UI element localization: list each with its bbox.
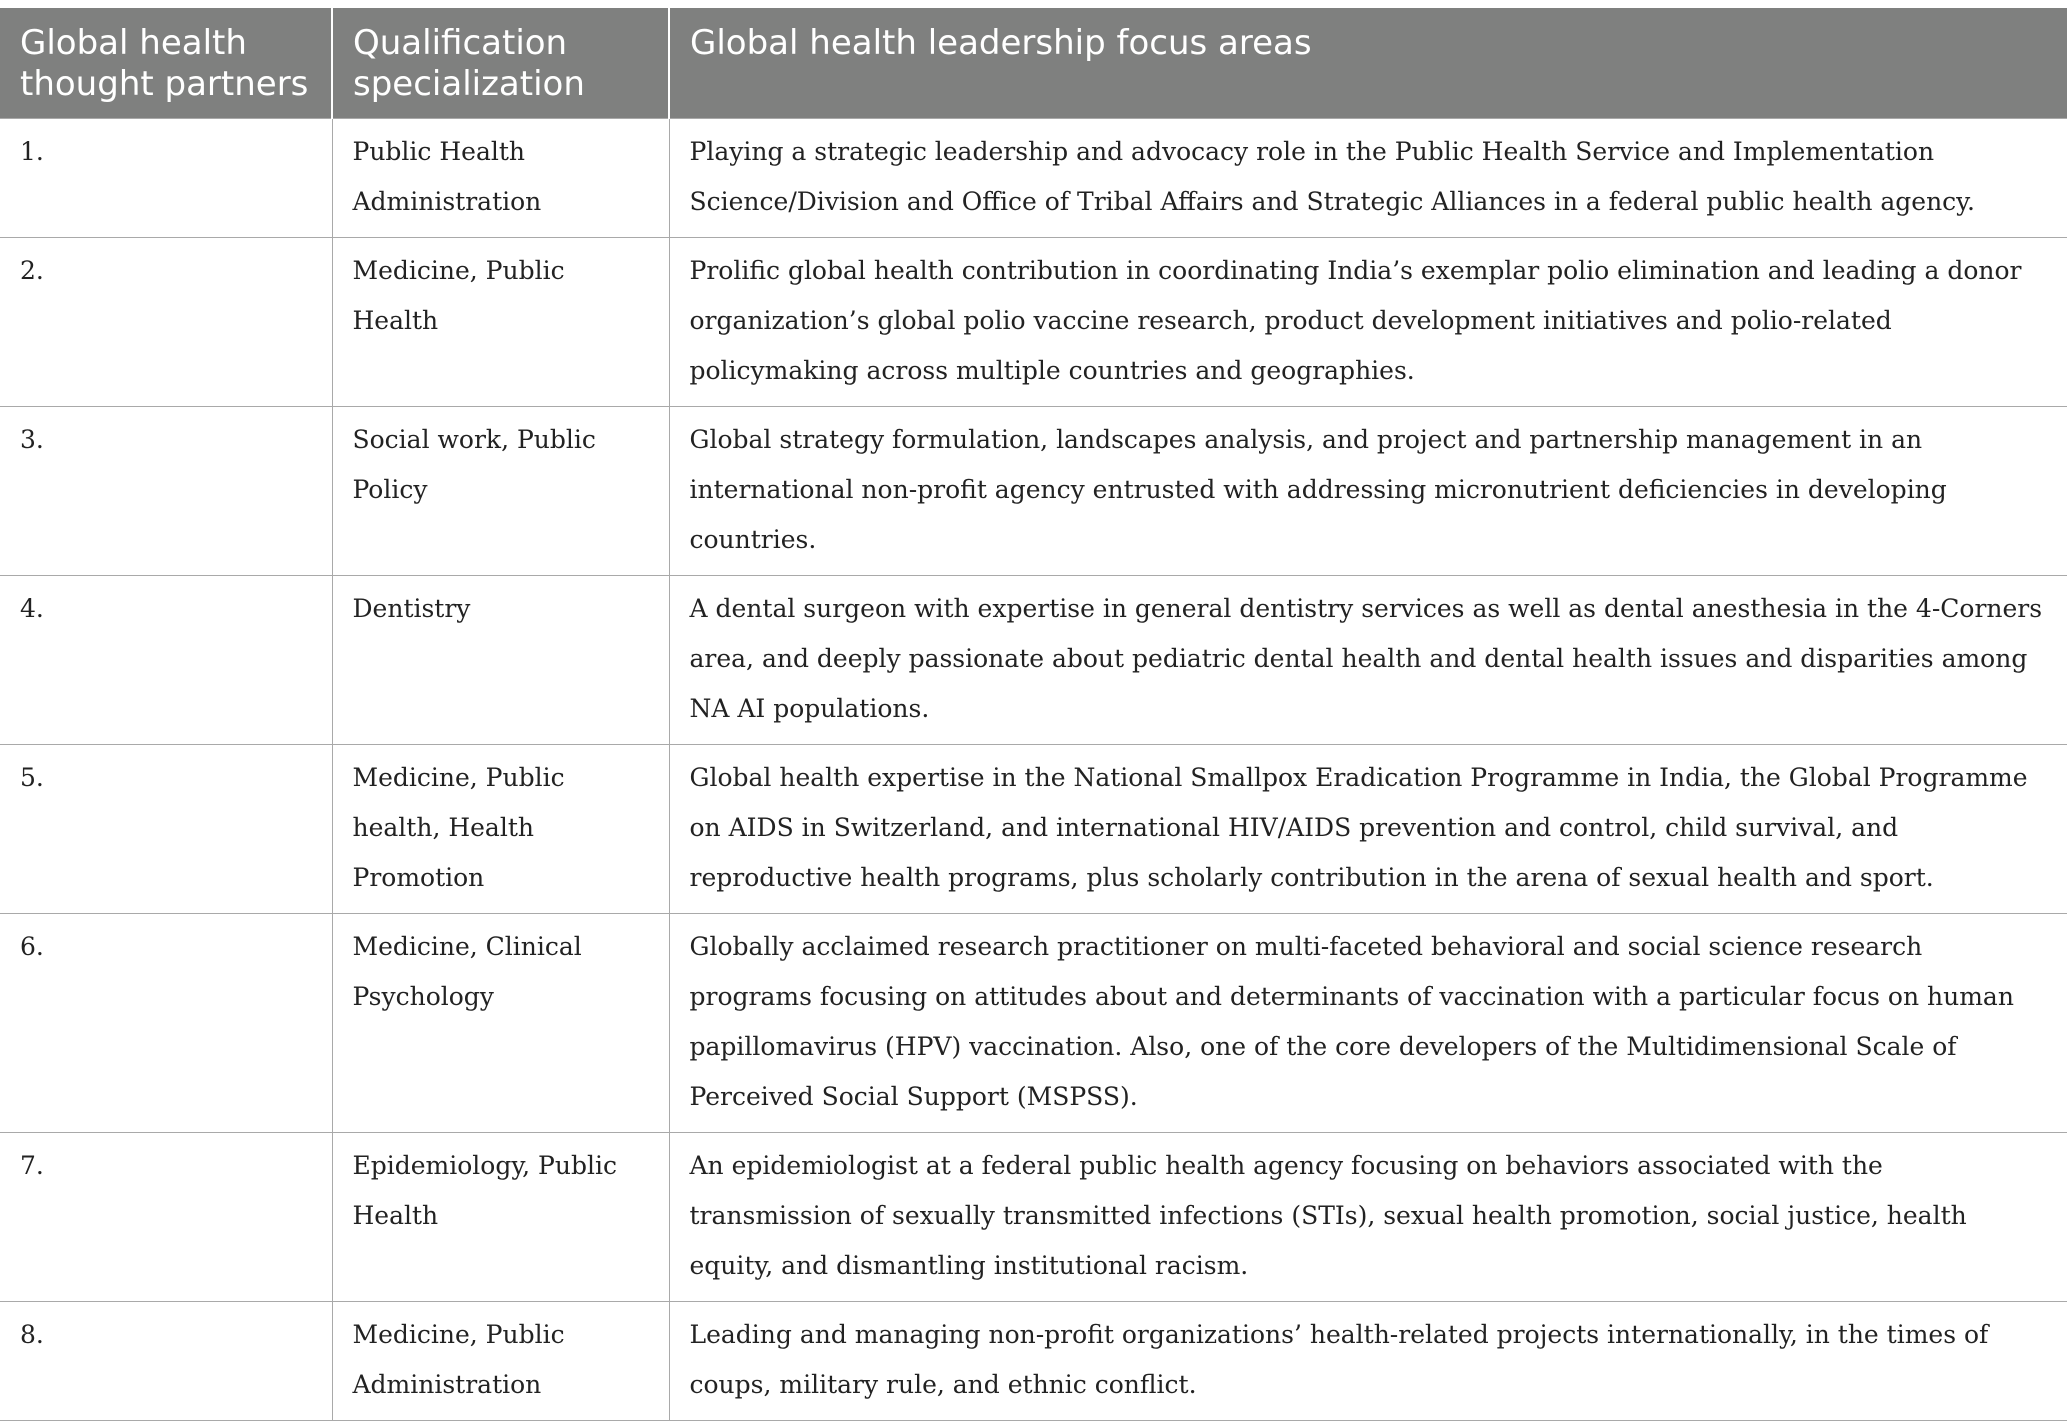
cell-focus: Global health expertise in the National Smallpox Eradication Programme in India, the Global Programme on AIDS in Switzerland, and international HIV/AIDS prevention and control, child survival, and reproductive health programs, plus scholarly contribution in the arena of sexual health and sport.	[669, 744, 2067, 913]
cell-focus: Leading and managing non-profit organizations’ health-related projects internationally, in the times of coups, military rule, and ethnic conflict.	[669, 1301, 2067, 1420]
table-row	[0, 237, 2067, 406]
table-row	[0, 1132, 2067, 1301]
table-header	[0, 8, 2067, 118]
cell-focus: Global strategy formulation, landscapes analysis, and project and partnership management in an international non-profit agency entrusted with addressing micronutrient deficiencies in developing countries.	[669, 406, 2067, 575]
table-row	[0, 913, 2067, 1132]
cell-number: 7.	[0, 1132, 332, 1301]
header-qualification: Qualification specialization	[332, 8, 669, 118]
table-body	[0, 118, 2067, 1420]
cell-focus: Globally acclaimed research practitioner on multi-faceted behavioral and social science research programs focusing on attitudes about and determinants of vaccination with a particular focus on human papillomavirus (HPV) vaccination. Also, one of the core developers of the Multidimensional Scale of Perceived Social Support (MSPSS).	[669, 913, 2067, 1132]
cell-number: 3.	[0, 406, 332, 575]
cell-number: 1.	[0, 118, 332, 237]
table-container	[0, 8, 2067, 1421]
cell-qualification: Public Health Administration	[332, 118, 669, 237]
cell-qualification: Dentistry	[332, 575, 669, 744]
header-focus-areas: Global health leadership focus areas	[669, 8, 2067, 118]
table-row	[0, 118, 2067, 237]
table-row	[0, 1301, 2067, 1420]
header-row	[0, 8, 2067, 118]
thought-partners-table	[0, 8, 2067, 1421]
cell-qualification: Medicine, Public Health	[332, 237, 669, 406]
cell-number: 6.	[0, 913, 332, 1132]
table-row	[0, 744, 2067, 913]
cell-number: 4.	[0, 575, 332, 744]
cell-qualification: Medicine, Clinical Psychology	[332, 913, 669, 1132]
cell-qualification: Medicine, Public Administration	[332, 1301, 669, 1420]
cell-number: 2.	[0, 237, 332, 406]
cell-qualification: Epidemiology, Public Health	[332, 1132, 669, 1301]
cell-number: 5.	[0, 744, 332, 913]
cell-focus: Playing a strategic leadership and advocacy role in the Public Health Service and Implementation Science/Division and Office of Tribal Affairs and Strategic Alliances in a federal public health agency.	[669, 118, 2067, 237]
cell-qualification: Medicine, Public health, Health Promotion	[332, 744, 669, 913]
cell-qualification: Social work, Public Policy	[332, 406, 669, 575]
cell-number: 8.	[0, 1301, 332, 1420]
table-row	[0, 406, 2067, 575]
header-thought-partners: Global health thought partners	[20, 23, 309, 104]
table-row	[0, 575, 2067, 744]
cell-focus: A dental surgeon with expertise in general dentistry services as well as dental anesthesia in the 4-Corners area, and deeply passionate about pediatric dental health and dental health issues and disparities among NA AI populations.	[669, 575, 2067, 744]
cell-focus: Prolific global health contribution in coordinating India’s exemplar polio elimination and leading a donor organization’s global polio vaccine research, product development initiatives and polio-related policymaking across multiple countries and geographies.	[669, 237, 2067, 406]
cell-focus: An epidemiologist at a federal public health agency focusing on behaviors associated with the transmission of sexually transmitted infections (STIs), sexual health promotion, social justice, health equity, and dismantling institutional racism.	[669, 1132, 2067, 1301]
